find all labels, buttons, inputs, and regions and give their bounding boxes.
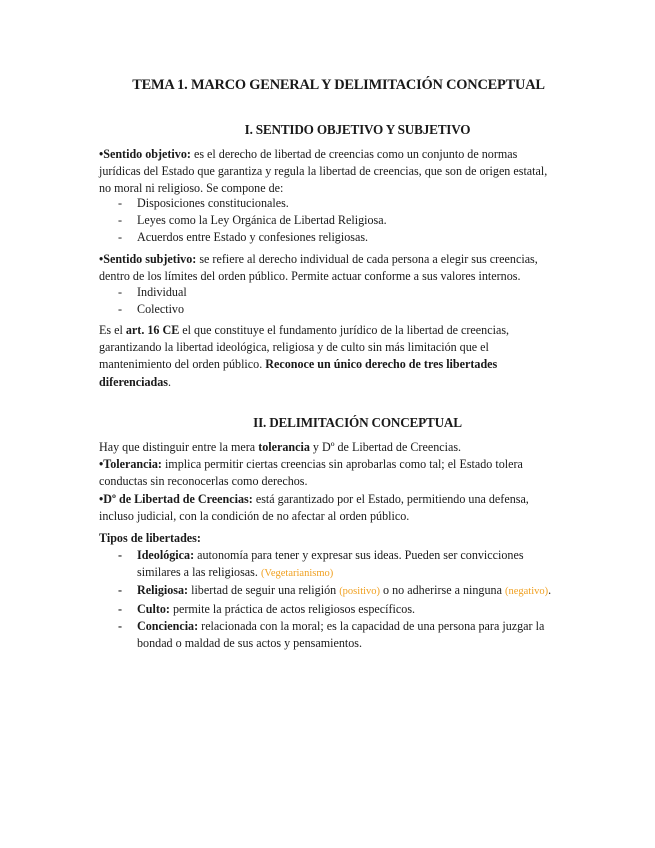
term-libertad-creencias: Dº de Libertad de Creencias: [103,492,253,506]
bullet: • [99,147,104,161]
list-item: - Leyes como la Ley Orgánica de Libertad Religiosa. [118,213,387,228]
list-item: - Culto: permite la práctica de actos religiosos específicos. [118,601,416,616]
paragraph-art-16: Es el art. 16 CE el que constituye el fundamento jurídico de la libertad de creencias, garantizando la libertad ideológica, religiosa y de culto sin más limitación que el mantenimiento del orden público. Reconoce un único derecho de tres libertades diferenciadas. [99,323,510,389]
text-sentido-subjetivo: se refiere al derecho individual de cada persona a elegir sus creencias, dentro de los límites del orden público. Permite actuar conforme a sus valores internos. [99,252,538,284]
paragraph-intro: Hay que distinguir entre la mera tolerancia y Dº de Libertad de Creencias. [99,440,462,454]
highlight-three-freedoms: Reconoce un único derecho de tres libertades diferenciadas [99,357,498,389]
list-tipos-libertades [99,547,559,652]
note-vegetarianismo: (Vegetarianismo) [260,568,334,580]
paragraph-sentido-objetivo [99,146,559,198]
term-tolerancia-def: Tolerancia: [103,457,162,471]
term-sentido-subjetivo: Sentido subjetivo: [103,252,197,266]
list-item: - Individual [118,285,187,299]
section-heading-2: II. DELIMITACIÓN CONCEPTUAL [253,415,462,430]
note-positivo: (positivo) [339,586,381,598]
list-item: - Ideológica: autonomía para tener y expresar sus ideas. Pueden ser convicciones similares a las religiosas. (Vegetarianismo) [118,548,524,580]
term-sentido-objetivo: Sentido objetivo: [103,147,191,161]
paragraph-libertad-creencias: •Dº de Libertad de Creencias: está garantizado por el Estado, permitiendo una defensa, incluso judicial, con la condición de no afectar al orden público. [99,492,529,524]
text-sentido-objetivo: es el derecho de libertad de creencias como un conjunto de normas jurídicas del Estado que garantiza y regula la libertad de creencias, que son de origen estatal, no moral ni religioso. Se compone de: [99,147,548,196]
term-tolerancia: tolerancia [258,440,310,454]
paragraph-tolerancia: •Tolerancia: implica permitir ciertas creencias sin aprobarlas como tal; el Estado tolera conductas sin reconocerlas como derechos. [99,457,523,489]
bullet: • [99,252,104,266]
list-item: - Acuerdos entre Estado y confesiones religiosas. [118,230,369,245]
paragraph-sentido-subjetivo [99,251,559,285]
note-negativo: (negativo) [504,586,549,598]
section-heading-1: I. SENTIDO OBJETIVO Y SUBJETIVO [244,122,471,137]
term-art-16: art. 16 CE [125,323,180,337]
tipos-heading: Tipos de libertades: [99,531,201,545]
page-title: TEMA 1. MARCO GENERAL Y DELIMITACIÓN CONCEPTUAL [132,77,545,93]
list-objetivo [99,195,559,247]
list-item: - Disposiciones constitucionales. [118,196,289,210]
list-item: - Religiosa: libertad de seguir una religión (positivo) o no adherirse a ninguna (negativo). [118,583,552,598]
list-item: - Conciencia: relacionada con la moral; es la capacidad de una persona para juzgar la bondad o maldad de sus actos y pensamientos. [118,618,545,651]
list-subjetivo [99,284,559,318]
list-item: - Colectivo [118,302,185,317]
